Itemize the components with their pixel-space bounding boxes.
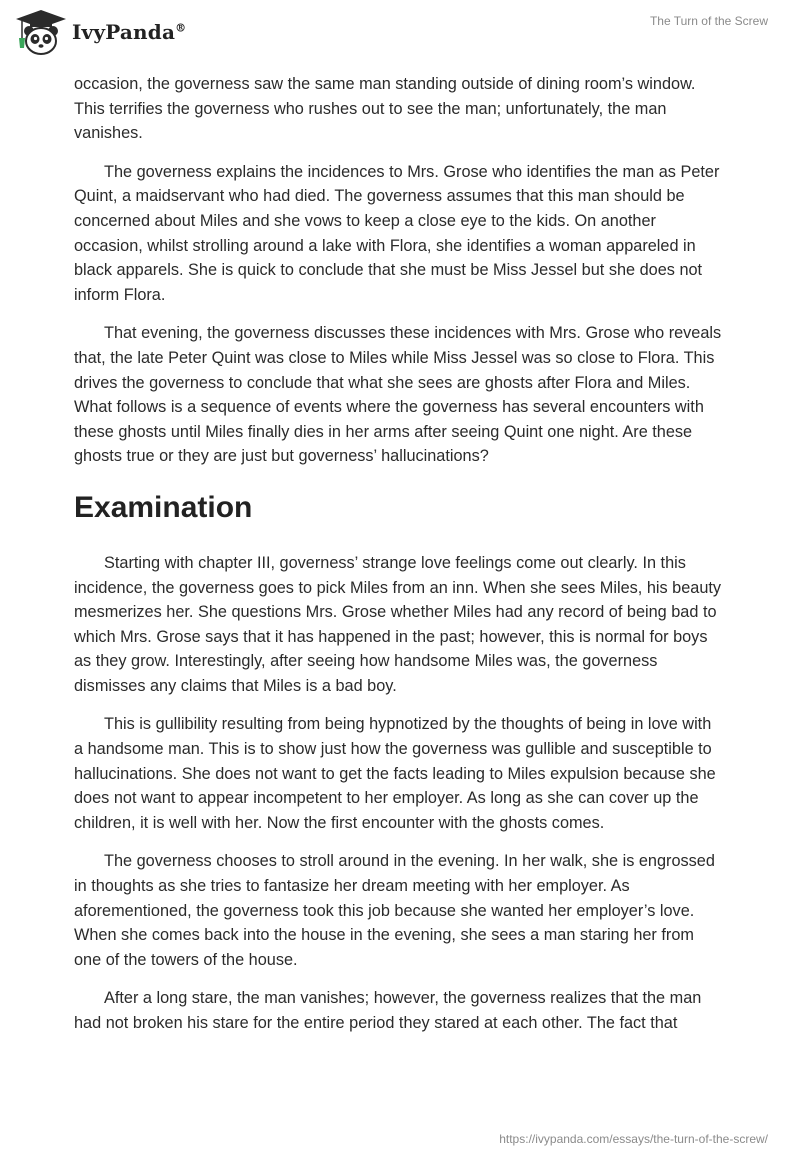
- paragraph: Starting with chapter III, governess’ strange love feelings come out clearly. In this incidence, the governess goes to pick Miles from an inn. When she sees Miles, his beauty mesmerizes her. She questions Mrs. Grose whether Miles had any record of being bad to which Mrs. Grose says that it has happened in the past; however, this is normal for boys as they grow. Interestingly, after seeing how handsome Miles was, the governess dismisses any claims that Miles is a bad boy.: [74, 553, 722, 695]
- paragraph: The governess chooses to stroll around in the evening. In her walk, she is engrossed in thoughts as she tries to fantasize her dream meeting with her employer. As aforementioned, the governess took this job because she wanted her employer’s love. When she comes back into the house in the evening, she sees a man staring her from one of the towers of the house.: [74, 852, 715, 969]
- section-heading: Examination: [74, 490, 253, 524]
- panda-graduate-icon: [14, 8, 68, 56]
- paragraph: That evening, the governess discusses these incidences with Mrs. Grose who reveals that, the late Peter Quint was close to Miles while Miss Jessel was so close to Flora. This drives the governess to conclude that what she sees are ghosts after Flora and Miles. What follows is a sequence of events where the governess has several encounters with these ghosts until Miles finally dies in her arms after seeing Quint one night. Are these ghosts true or they are just but governess’ hallucinations?: [74, 324, 722, 466]
- brand-logo[interactable]: [14, 8, 186, 56]
- brand-name: IvyPanda®: [72, 20, 187, 44]
- paragraph: After a long stare, the man vanishes; however, the governess realizes that the man had not broken his stare for the entire period they stared at each other. The fact that: [74, 989, 702, 1032]
- document-title: The Turn of the Screw: [649, 14, 768, 28]
- paragraph: occasion, the governess saw the same man standing outside of dining room’s window. This terrifies the governess who rushes out to see the man; unfortunately, the man vanishes.: [74, 75, 696, 143]
- essay-body: [74, 72, 724, 1050]
- paragraph: This is gullibility resulting from being hypnotized by the thoughts of being in love with a handsome man. This is to show just how the governess was gullible and susceptible to hallucinations. She does not want to get the facts leading to Miles expulsion because she does not want to appear incompetent to her employer. As long as she can cover up the children, it is well with her. Now the first encounter with the ghosts comes.: [74, 715, 716, 832]
- paragraph: The governess explains the incidences to Mrs. Grose who identifies the man as Peter Quint, a maidservant who had died. The governess assumes that this man should be concerned about Miles and she vows to keep a close eye to the kids. On another occasion, whilst strolling around a lake with Flora, she identifies a woman appareled in black apparels. She is quick to conclude that she must be Miss Jessel but she does not inform Flora.: [74, 162, 720, 304]
- source-url[interactable]: https://ivypanda.com/essays/the-turn-of-the-screw/: [499, 1132, 768, 1146]
- page-header: [0, 0, 800, 70]
